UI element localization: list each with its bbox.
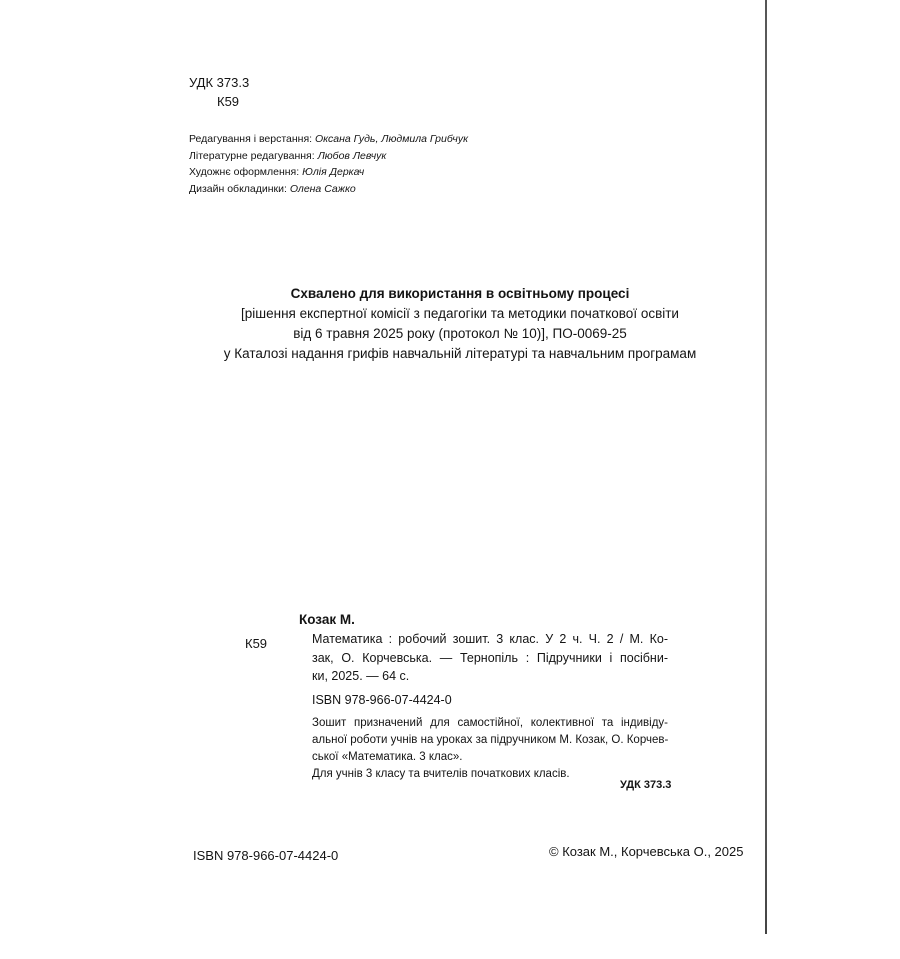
catalog-description-line: альної роботи учнів на уроках за підручником М. Козак, О. Корчев- bbox=[312, 734, 669, 746]
catalog-title-line: ки, 2025. — 64 с. bbox=[312, 669, 410, 683]
catalog-description-line: Зошит призначений для самостійної, колективної та індивіду- bbox=[312, 717, 668, 729]
catalog-udk: УДК 373.3 bbox=[620, 779, 672, 791]
credit-label: Літературне редагування: bbox=[189, 149, 315, 162]
catalog-description-line: ської «Математика. 3 клас». bbox=[312, 751, 463, 763]
udk-code: УДК 373.3 bbox=[189, 75, 250, 90]
approval-line: від 6 травня 2025 року (протокол № 10)], ПО-0069-25 bbox=[293, 326, 627, 341]
catalog-audience: Для учнів 3 класу та вчителів початкових класів. bbox=[312, 768, 570, 780]
credit-row bbox=[189, 148, 468, 165]
credit-value: Олена Сажко bbox=[289, 182, 356, 195]
page-edge bbox=[765, 0, 767, 934]
author-mark: К59 bbox=[217, 94, 240, 109]
credit-label: Художнє оформлення: bbox=[189, 166, 300, 178]
catalog-title-line: зак, О. Корчевська. — Тернопіль : Підручники і посібни- bbox=[312, 650, 668, 665]
udk-header bbox=[189, 73, 249, 111]
credit-row bbox=[189, 164, 468, 181]
catalog-title-line: Математика : робочий зошит. 3 клас. У 2 ч. Ч. 2 / М. Ко- bbox=[312, 632, 668, 646]
credit-row bbox=[189, 181, 468, 198]
footer-isbn: ISBN 978-966-07-4424-0 bbox=[193, 848, 339, 863]
credit-value: Любов Левчук bbox=[317, 149, 387, 162]
approval-heading: Схвалено для використання в освітньому процесі bbox=[290, 286, 630, 301]
credit-value: Оксана Гудь, Людмила Грибчук bbox=[315, 133, 469, 145]
approval-notice bbox=[180, 284, 740, 364]
credit-label: Редагування і верстання: bbox=[189, 133, 313, 145]
catalog-card bbox=[312, 630, 668, 783]
credits-list bbox=[189, 131, 468, 197]
credit-label: Дизайн обкладинки: bbox=[189, 182, 287, 195]
catalog-index: К59 bbox=[245, 636, 268, 651]
footer-copyright: © Козак М., Корчевська О., 2025 bbox=[549, 844, 744, 859]
credit-value: Юлія Деркач bbox=[302, 166, 365, 178]
catalog-author: Козак М. bbox=[299, 612, 355, 627]
approval-line: [рішення експертної комісії з педагогіки та методики початкової освіти bbox=[241, 306, 679, 321]
approval-line: у Каталозі надання грифів навчальній літературі та навчальним програмам bbox=[223, 346, 697, 361]
catalog-isbn: ISBN 978-966-07-4424-0 bbox=[312, 692, 452, 707]
credit-row bbox=[189, 131, 468, 148]
